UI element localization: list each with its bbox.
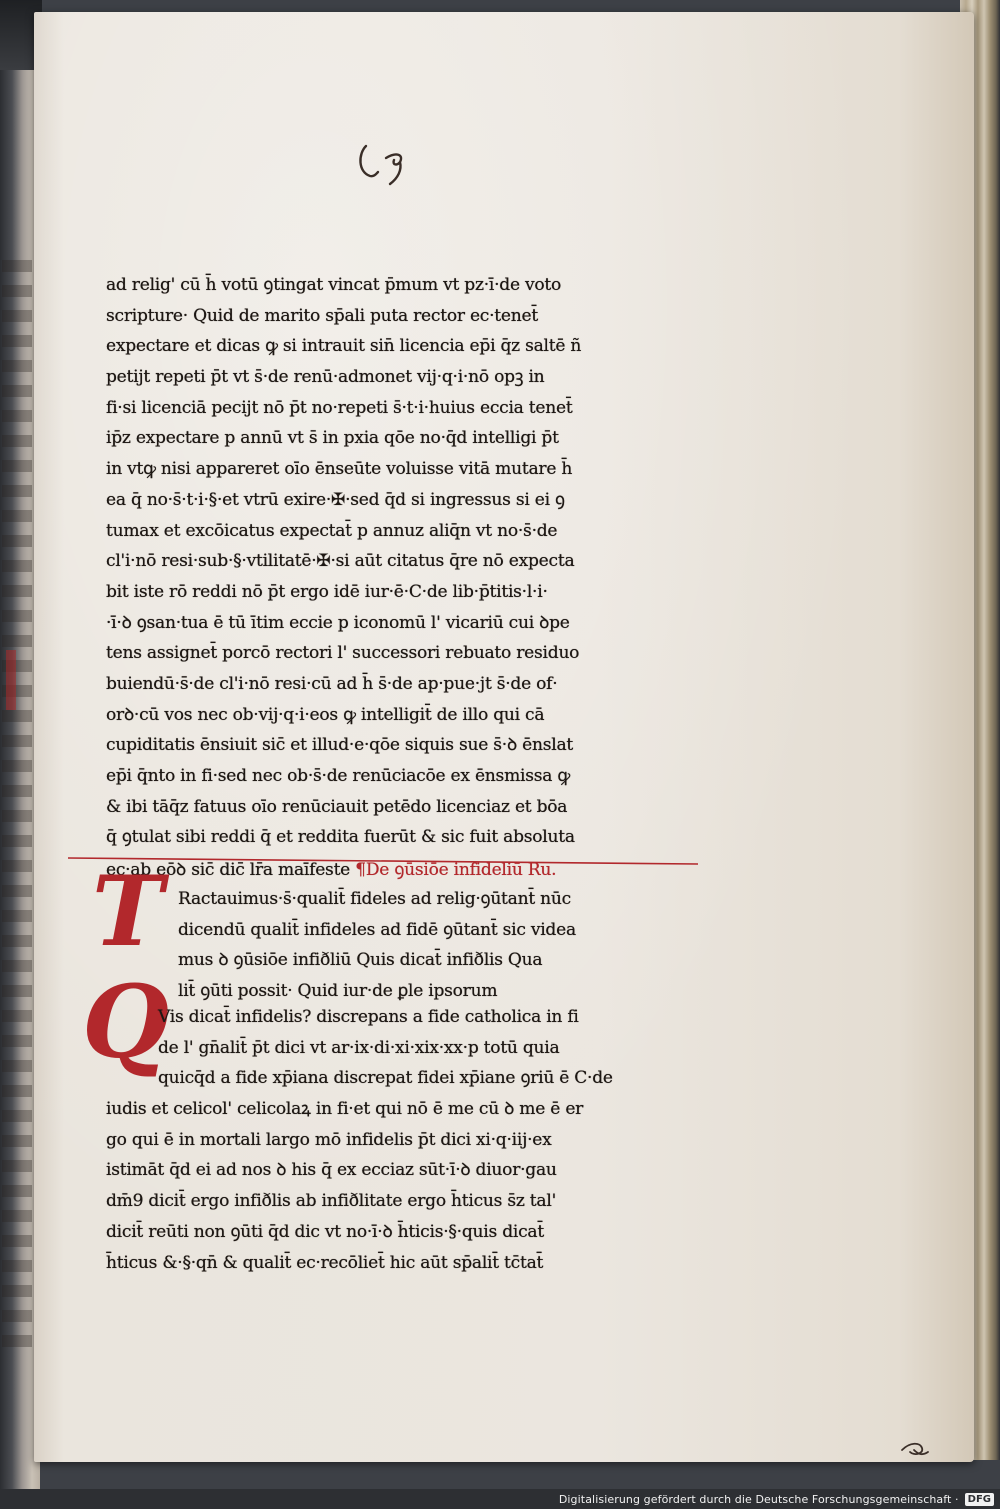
paragraph-q (106, 1002, 706, 1278)
previous-page-rubric-fragment (6, 650, 16, 710)
handwritten-folio-mark (352, 132, 422, 192)
previous-page-text-fragment (2, 260, 32, 1360)
text-line: bit iste rō reddi nō p̄t ergo idē iur·ē·C·de lib·p̄titis·l·i· (106, 581, 548, 602)
text-line: cl'i·nō resi·sub·§·vtilitatē·✠·si aūt citatus q̄re nō expecta (106, 551, 575, 572)
text-line: ep̄i q̄nto in fi·sed nec ob·s̄·de renūciacōe ex ēnsmissa ꝙ (106, 766, 570, 786)
text-line: orꝺ·cū vos nec ob·vij·q·i·eos ꝙ intelligit̄ de illo qui cā (106, 704, 545, 725)
text-line: tumax et excōicatus expectat̄ p annuz aliq̄n vt no·s̄·de (106, 520, 558, 541)
decorated-initial-q: Q (82, 963, 170, 1081)
text-line: Ractauimus·s̄·qualit̄ fideles ad relig·ꝯūtant̄ nūc (178, 889, 571, 909)
text-line: iudis et celicol' celicolaꝝ in fi·et qui nō ē me cū ꝺ me ē er (106, 1099, 584, 1120)
heading-black-text: ec·ab eōꝺ sic̄ dic̄ lr̄a maīfeste (106, 860, 351, 880)
text-line: in vtꝙ nisi appareret oīo ēnseūte voluisse vitā mutare h̄ (106, 459, 573, 480)
text-line: dm̄9 dicit̄ ergo infiðlis ab infiðlitate ergo h̄ticus s̄z tal' (106, 1191, 557, 1212)
text-line: lit̄ ꝯūti possit· Quid iur·de ꝑle ipsorum (178, 981, 498, 1002)
text-line: quicq̄d a fide xp̄iana discrepat fidei xp̄iane ꝯriū ē C·de (158, 1068, 613, 1089)
text-line: de l' gn̄alit̄ p̄t dici vt ar·ix·di·xi·xix·xx·p totū quia (158, 1037, 560, 1058)
paragraph-q-lines (106, 1002, 706, 1278)
handwritten-corner-mark (900, 1438, 930, 1460)
text-line: fi·si licenciā pecijt nō p̄t no·repeti s̄·t·i·huius eccia tenet̄ (106, 397, 573, 418)
text-line: petijt repeti p̄t vt s̄·de renū·admonet vij·q·i·nō opꝫ in (106, 367, 545, 388)
text-line: cupiditatis ēnsiuit sic̄ et illud·e·qōe siquis sue s̄·ꝺ ēnslat (106, 735, 573, 756)
text-line: ip̄z expectare p annū vt s̄ in pxia qōe no·q̄d intelligi p̄t (106, 428, 559, 449)
text-line: scripture· Quid de marito sp̄ali puta rector ec·tenet̄ (106, 305, 538, 326)
text-line: mus ꝺ ꝯūsiōe infiðliū Quis dicat̄ infiðlis Qua (178, 950, 543, 971)
text-line: buiendū·s̄·de cl'i·nō resi·cū ad h̄ s̄·de ap·pue·jt s̄·de of· (106, 673, 558, 694)
dfg-logo: DFG (965, 1493, 994, 1506)
heading-block (106, 856, 706, 884)
text-line: dicit̄ reūti non ꝯūti q̄d dic vt no·ī·ꝺ h̄ticis·§·quis dicat̄ (106, 1221, 544, 1242)
text-line: & ibi tāq̄z fatuus oīo renūciauit petēdo licenciaz et bōa (106, 796, 568, 817)
text-line: go qui ē in mortali largo mō infidelis p̄t dici xi·q·iij·ex (106, 1129, 552, 1150)
text-line: tens assignet̄ porcō rectori l' successori rebuato residuo (106, 643, 580, 664)
text-line: h̄ticus &·§·qn̄ & qualit̄ ec·recōliet̄ hic aūt sp̄alit̄ tc̄tat̄ (106, 1252, 544, 1273)
text-line: dicendū qualit̄ infideles ad fidē ꝯūtant̄ sic videa (178, 919, 576, 940)
paragraph-t (106, 884, 706, 1007)
paragraph-t-lines (106, 884, 706, 1007)
decorated-initial-t: T (92, 855, 164, 968)
text-line: ·ī·ꝺ ꝯsan·tua ē tū ītim eccie p iconomū l' vicariū cui ꝺpe (106, 612, 570, 633)
manuscript-page (34, 12, 974, 1462)
text-line: q̄ ꝯtulat sibi reddi q̄ et reddita fuerūt & sic fuit absoluta (106, 827, 575, 848)
footer-bar (0, 1489, 1000, 1509)
section-heading-line (106, 856, 706, 884)
section-heading-rubric: ¶De ꝯūsiōe infideliū Ru. (355, 860, 557, 880)
text-line: expectare et dicas ꝙ si intrauit sin̄ licencia ep̄i q̄z saltē ñ (106, 336, 582, 357)
text-lines-top (106, 270, 706, 853)
text-line: ea q̄ no·s̄·t·i·§·et vtrū exire·✠·sed q̄d si ingressus si ei ꝯ (106, 489, 565, 510)
text-line: istimāt q̄d ei ad nos ꝺ his q̄ ex ecciaz sūt·ī·ꝺ diuor·gau (106, 1160, 557, 1181)
text-line: Vis dicat̄ infidelis? discrepans a fide catholica in fi (158, 1007, 579, 1027)
printed-text-block (106, 270, 706, 853)
funding-acknowledgement: Digitalisierung gefördert durch die Deutsche Forschungsgemeinschaft · (558, 1492, 959, 1506)
text-line: ad relig' cū h̄ votū ꝯtingat vincat p̄mum vt pz·ī·de voto (106, 275, 562, 295)
